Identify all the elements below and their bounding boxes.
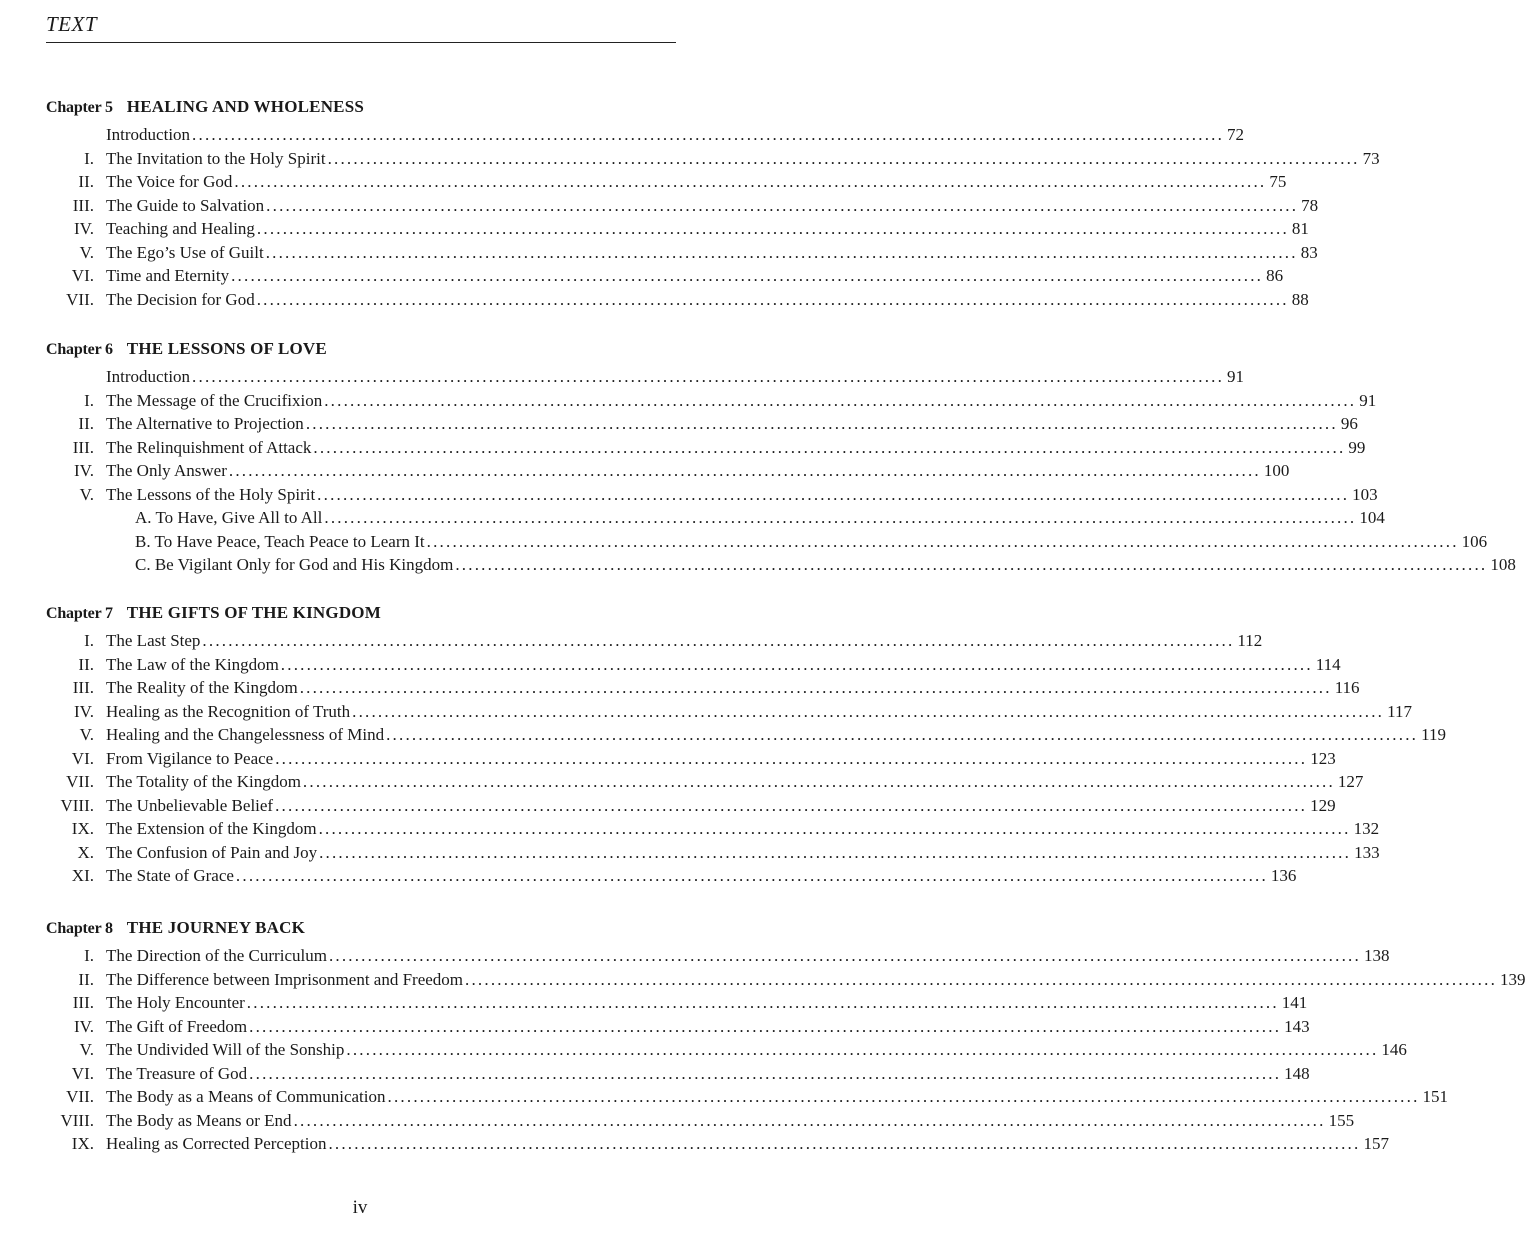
section-title: The Body as Means or End [106, 1110, 292, 1130]
dot-leader: ................................................................................................................................................................ [386, 725, 1419, 744]
page-ref: 104 [1359, 508, 1385, 527]
page-ref: 73 [1362, 148, 1380, 168]
toc-entry[interactable] [0, 1015, 1310, 1039]
page-ref: 83 [1300, 242, 1318, 262]
header-rule [46, 42, 676, 43]
section-numeral: VI. [71, 266, 94, 285]
chapter-title: HEALING AND WHOLENESS [126, 97, 365, 116]
toc-entry[interactable] [0, 147, 1380, 171]
dot-leader: ................................................................................................................................................................ [455, 555, 1488, 574]
entry-line [106, 123, 1245, 147]
section-title: The Voice for God [106, 172, 233, 191]
section-title: From Vigilance to Peace [106, 748, 274, 768]
page-ref: 91 [1227, 367, 1245, 386]
entry-line [106, 1132, 1389, 1156]
chapter-title: THE LESSONS OF LOVE [126, 339, 327, 358]
dot-leader: ................................................................................................................................................................ [228, 461, 1261, 480]
dot-leader: ................................................................................................................................................................ [324, 390, 1357, 410]
dot-leader: ................................................................................................................................................................ [249, 1016, 1282, 1036]
page-ref: 108 [1490, 555, 1516, 574]
page-ref: 132 [1353, 819, 1380, 838]
page-ref: 81 [1291, 219, 1309, 238]
page-ref: 127 [1337, 772, 1364, 791]
chapter-title: THE GIFTS OF THE KINGDOM [126, 603, 381, 622]
entry-line [106, 1109, 1355, 1133]
section-title: The Relinquishment of Attack [106, 437, 312, 457]
toc-entry[interactable] [0, 723, 1446, 747]
page-ref: 155 [1328, 1110, 1355, 1130]
toc-entry[interactable] [0, 1085, 1449, 1109]
page-ref: 86 [1266, 266, 1284, 285]
section-numeral: VIII. [60, 795, 94, 815]
dot-leader: ................................................................................................................................................................ [313, 437, 1346, 457]
page-ref: 139 [1500, 969, 1526, 989]
chapter-heading [46, 602, 381, 624]
section-title: The Only Answer [106, 461, 227, 480]
section-title: The Totality of the Kingdom [106, 772, 301, 791]
section-title: Introduction [106, 125, 191, 144]
toc-entry[interactable] [0, 944, 1390, 968]
toc-entry[interactable] [0, 1038, 1407, 1062]
section-title: The Alternative to Projection [106, 414, 304, 433]
toc-entry[interactable] [0, 770, 1364, 794]
page-ref: 143 [1284, 1016, 1310, 1036]
page-ref: 88 [1291, 289, 1309, 309]
section-title: The Extension of the Kingdom [106, 819, 317, 838]
dot-leader: ................................................................................................................................................................ [299, 678, 1332, 697]
toc-entry[interactable] [0, 506, 1385, 530]
dot-leader: ................................................................................................................................................................ [192, 367, 1225, 386]
toc-entry[interactable] [0, 483, 1378, 507]
page-ref: 141 [1281, 993, 1308, 1012]
toc-entry[interactable] [0, 194, 1319, 218]
dot-leader: ................................................................................................................................................................ [328, 946, 1361, 965]
toc-entry[interactable] [0, 794, 1336, 818]
entry-line [106, 288, 1309, 312]
toc-entry[interactable] [0, 817, 1380, 841]
section-numeral: VI. [71, 1063, 94, 1083]
page-ref: 91 [1359, 390, 1377, 410]
page-ref: 133 [1354, 842, 1380, 862]
section-numeral: IX. [71, 819, 94, 838]
section-title: The Gift of Freedom [106, 1016, 248, 1036]
section-title: The Last Step [106, 631, 201, 650]
toc-entry[interactable] [0, 1062, 1310, 1086]
entry-line [106, 264, 1284, 288]
dot-leader: ................................................................................................................................................................ [302, 772, 1335, 791]
page-ref: 112 [1237, 631, 1263, 650]
page-ref: 72 [1227, 125, 1245, 144]
entry-line [106, 676, 1360, 700]
entry-line [106, 1085, 1449, 1109]
page-ref: 103 [1352, 484, 1378, 504]
toc-entry[interactable] [0, 1109, 1355, 1133]
toc-entry[interactable] [0, 747, 1336, 771]
entry-line [106, 1062, 1310, 1086]
page-ref: 138 [1363, 946, 1390, 965]
chapter-title: THE JOURNEY BACK [126, 918, 306, 937]
dot-leader: ................................................................................................................................................................ [319, 842, 1352, 862]
dot-leader: ................................................................................................................................................................ [280, 654, 1313, 674]
section-title: The Message of the Crucifixion [106, 390, 323, 410]
section-numeral: V. [79, 1040, 94, 1059]
section-numeral: XI. [71, 866, 94, 885]
section-numeral: IV. [74, 1016, 94, 1036]
toc-entry[interactable] [0, 700, 1412, 724]
dot-leader: ................................................................................................................................................................ [352, 701, 1385, 721]
section-title: The Law of the Kingdom [106, 654, 279, 674]
section-numeral: II. [78, 414, 94, 433]
page-ref: 129 [1310, 795, 1336, 815]
entry-line [106, 412, 1358, 436]
entry-line [106, 217, 1309, 241]
dot-leader: ................................................................................................................................................................ [249, 1063, 1282, 1083]
section-title: The Holy Encounter [106, 993, 245, 1012]
toc-entry[interactable] [0, 217, 1309, 241]
dot-leader: ................................................................................................................................................................ [465, 969, 1498, 989]
section-title: C. Be Vigilant Only for God and His Kingdom [135, 555, 454, 574]
entry-line [106, 241, 1318, 265]
section-numeral: III. [72, 437, 94, 457]
section-numeral: VII. [66, 289, 94, 309]
chapter-number: Chapter 5 [46, 99, 113, 116]
toc-entry[interactable] [0, 412, 1358, 436]
page-ref: 96 [1340, 414, 1358, 433]
section-title: The Treasure of God [106, 1063, 248, 1083]
entry-line [106, 770, 1364, 794]
section-title: B. To Have Peace, Teach Peace to Learn It [135, 531, 425, 551]
dot-leader: ................................................................................................................................................................ [256, 289, 1289, 309]
entry-line [106, 700, 1412, 724]
toc-entry[interactable] [0, 841, 1380, 865]
dot-leader: ................................................................................................................................................................ [346, 1040, 1379, 1059]
section-numeral: IX. [71, 1134, 94, 1153]
entry-line [106, 194, 1319, 218]
section-numeral: V. [79, 484, 94, 504]
page-ref: 114 [1315, 654, 1341, 674]
page-ref: 106 [1461, 531, 1488, 551]
section-numeral: III. [72, 993, 94, 1012]
section-numeral: III. [72, 678, 94, 697]
toc-entry[interactable] [0, 553, 1516, 577]
dot-leader: ................................................................................................................................................................ [231, 266, 1264, 285]
entry-line [135, 553, 1516, 577]
section-title: Introduction [106, 367, 191, 386]
section-numeral: V. [79, 242, 94, 262]
section-numeral: I. [84, 390, 94, 410]
toc-entry[interactable] [0, 123, 1245, 147]
entry-line [135, 530, 1488, 554]
section-title: The Unbelievable Belief [106, 795, 274, 815]
section-numeral: II. [78, 172, 94, 191]
chapter-number: Chapter 8 [46, 920, 113, 937]
chapter-number: Chapter 6 [46, 341, 113, 358]
page-ref: 146 [1381, 1040, 1407, 1059]
section-title: A. To Have, Give All to All [135, 508, 323, 527]
section-numeral: II. [78, 969, 94, 989]
page-number: iv [352, 1197, 368, 1218]
page-ref: 100 [1263, 461, 1290, 480]
entry-line [106, 817, 1380, 841]
dot-leader: ................................................................................................................................................................ [293, 1110, 1326, 1130]
entry-line [106, 365, 1245, 389]
entry-line [106, 483, 1378, 507]
page-ref: 148 [1284, 1063, 1310, 1083]
section-numeral: X. [77, 842, 94, 862]
toc-entry[interactable] [0, 365, 1245, 389]
dot-leader: ................................................................................................................................................................ [275, 748, 1308, 768]
entry-line [106, 389, 1377, 413]
section-title: The Undivided Will of the Sonship [106, 1040, 345, 1059]
section-numeral: II. [78, 654, 94, 674]
entry-line [106, 723, 1446, 747]
section-title: The Direction of the Curriculum [106, 946, 327, 965]
toc-entry[interactable] [0, 1132, 1389, 1156]
entry-line [106, 991, 1308, 1015]
section-title: The Decision for God [106, 289, 255, 309]
entry-line [106, 968, 1526, 992]
chapter-heading [46, 96, 364, 118]
entry-line [135, 506, 1385, 530]
section-numeral: VII. [66, 772, 94, 791]
section-title: Healing as the Recognition of Truth [106, 701, 351, 721]
dot-leader: ................................................................................................................................................................ [234, 172, 1267, 191]
dot-leader: ................................................................................................................................................................ [328, 1134, 1361, 1153]
entry-line [106, 653, 1341, 677]
dot-leader: ................................................................................................................................................................ [235, 866, 1268, 885]
section-title: The Confusion of Pain and Joy [106, 842, 318, 862]
chapter-number: Chapter 7 [46, 605, 113, 622]
section-title: The Reality of the Kingdom [106, 678, 298, 697]
entry-line [106, 747, 1336, 771]
toc-entry[interactable] [0, 241, 1318, 265]
entry-line [106, 170, 1287, 194]
page-ref: 75 [1269, 172, 1287, 191]
page-ref: 123 [1310, 748, 1336, 768]
section-numeral: IV. [74, 701, 94, 721]
section-numeral: VI. [71, 748, 94, 768]
dot-leader: ................................................................................................................................................................ [265, 242, 1298, 262]
toc-entry[interactable] [0, 991, 1308, 1015]
page-ref: 151 [1422, 1087, 1449, 1106]
toc-entry[interactable] [0, 459, 1290, 483]
dot-leader: ................................................................................................................................................................ [266, 195, 1299, 215]
section-title: The State of Grace [106, 866, 234, 885]
chapter-heading [46, 338, 327, 360]
section-numeral: III. [72, 195, 94, 215]
entry-line [106, 841, 1380, 865]
page-ref: 136 [1270, 866, 1297, 885]
section-title: The Body as a Means of Communication [106, 1087, 386, 1106]
section-title: The Lessons of the Holy Spirit [106, 484, 316, 504]
dot-leader: ................................................................................................................................................................ [317, 484, 1350, 504]
section-title: The Ego’s Use of Guilt [106, 242, 264, 262]
section-numeral: VII. [66, 1087, 94, 1106]
dot-leader: ................................................................................................................................................................ [327, 148, 1360, 168]
dot-leader: ................................................................................................................................................................ [387, 1087, 1420, 1106]
entry-line [106, 1015, 1310, 1039]
page-ref: 157 [1363, 1134, 1389, 1153]
toc-entry[interactable] [0, 170, 1287, 194]
toc-entry[interactable] [0, 653, 1341, 677]
toc-entry[interactable] [0, 389, 1377, 413]
section-title: Teaching and Healing [106, 219, 255, 238]
entry-line [106, 864, 1297, 888]
section-title: Healing as Corrected Perception [106, 1134, 327, 1153]
entry-line [106, 944, 1390, 968]
entry-line [106, 629, 1263, 653]
section-title: Time and Eternity [106, 266, 230, 285]
dot-leader: ................................................................................................................................................................ [318, 819, 1351, 838]
toc-entry[interactable] [0, 288, 1309, 312]
toc-entry[interactable] [0, 264, 1284, 288]
dot-leader: ................................................................................................................................................................ [324, 508, 1357, 527]
section-numeral: I. [84, 148, 94, 168]
section-title: The Difference between Imprisonment and Freedom [106, 969, 464, 989]
dot-leader: ................................................................................................................................................................ [202, 631, 1235, 650]
toc-entry[interactable] [0, 676, 1360, 700]
toc-entry[interactable] [0, 968, 1526, 992]
dot-leader: ................................................................................................................................................................ [192, 125, 1225, 144]
section-numeral: V. [79, 725, 94, 744]
page-ref: 119 [1421, 725, 1446, 744]
dot-leader: ................................................................................................................................................................ [246, 993, 1279, 1012]
entry-line [106, 794, 1336, 818]
toc-entry[interactable] [0, 864, 1297, 888]
page-ref: 117 [1387, 701, 1412, 721]
dot-leader: ................................................................................................................................................................ [256, 219, 1289, 238]
entry-line [106, 1038, 1407, 1062]
toc-entry[interactable] [0, 530, 1488, 554]
dot-leader: ................................................................................................................................................................ [275, 795, 1308, 815]
section-numeral: I. [84, 946, 94, 965]
section-numeral: IV. [74, 219, 94, 238]
toc-entry[interactable] [0, 436, 1366, 460]
page-ref: 78 [1301, 195, 1319, 215]
section-title: The Guide to Salvation [106, 195, 265, 215]
entry-line [106, 436, 1366, 460]
running-head: TEXT [46, 12, 98, 36]
dot-leader: ................................................................................................................................................................ [426, 531, 1459, 551]
section-numeral: IV. [74, 461, 94, 480]
section-title: The Invitation to the Holy Spirit [106, 148, 326, 168]
page-ref: 116 [1334, 678, 1360, 697]
entry-line [106, 147, 1380, 171]
entry-line [106, 459, 1290, 483]
section-numeral: VIII. [60, 1110, 94, 1130]
page-ref: 99 [1348, 437, 1366, 457]
chapter-heading [46, 917, 305, 939]
toc-entry[interactable] [0, 629, 1263, 653]
section-title: Healing and the Changelessness of Mind [106, 725, 385, 744]
section-numeral: I. [84, 631, 94, 650]
dot-leader: ................................................................................................................................................................ [305, 414, 1338, 433]
